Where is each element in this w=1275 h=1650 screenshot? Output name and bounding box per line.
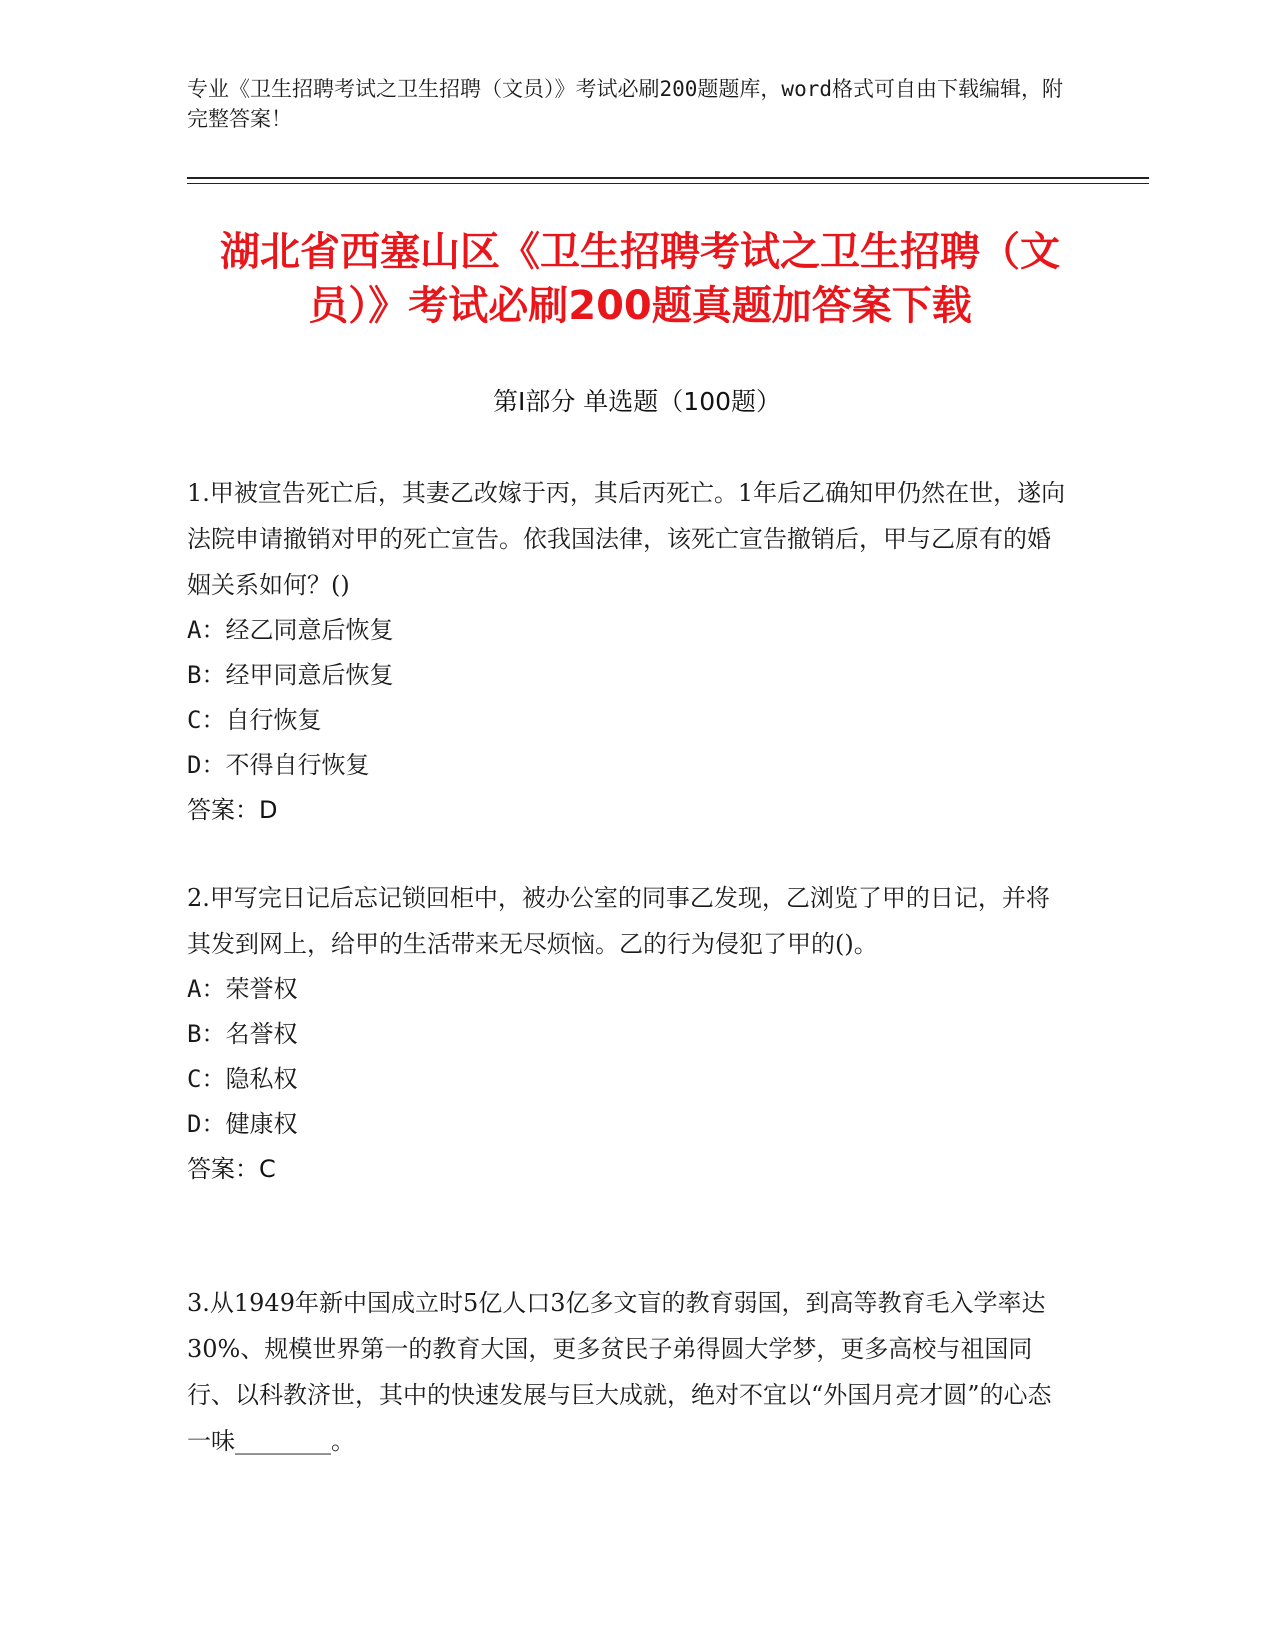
question-2 (187, 875, 1067, 1192)
header-divider-thin (187, 183, 1149, 184)
option-d: D：不得自行恢复 (187, 751, 370, 779)
option-a: A：经乙同意后恢复 (187, 616, 394, 644)
question-3 (187, 1280, 1067, 1464)
header-note: 专业《卫生招聘考试之卫生招聘（文员）》考试必刷200题题库，word格式可自由下载编辑，附完整答案！ (187, 77, 1063, 131)
section-title: 第Ⅰ部分 单选题（100题） (492, 387, 782, 416)
question-stem: 1.甲被宣告死亡后，其妻乙改嫁于丙，其后丙死亡。1年后乙确知甲仍然在世，遂向法院申请撤销对甲的死亡宣告。依我国法律，该死亡宣告撤销后，甲与乙原有的婚姻关系如何？() (187, 479, 1066, 599)
option-d: D：健康权 (187, 1110, 298, 1138)
option-c: C：隐私权 (187, 1065, 298, 1093)
header-divider-thick (187, 177, 1149, 179)
document-title: 湖北省西塞山区《卫生招聘考试之卫生招聘（文员）》考试必刷200题真题加答案下载 (220, 229, 1060, 329)
option-c: C：自行恢复 (187, 706, 322, 734)
option-b: B：经甲同意后恢复 (187, 661, 394, 689)
question-stem: 2.甲写完日记后忘记锁回柜中，被办公室的同事乙发现，乙浏览了甲的日记，并将其发到网上，给甲的生活带来无尽烦恼。乙的行为侵犯了甲的()。 (187, 884, 1050, 958)
question-1 (187, 470, 1067, 833)
option-a: A：荣誉权 (187, 975, 298, 1003)
answer: 答案：D (187, 796, 278, 824)
option-b: B：名誉权 (187, 1020, 298, 1048)
question-stem: 3.从1949年新中国成立时5亿人口3亿多文盲的教育弱国，到高等教育毛入学率达30%、规模世界第一的教育大国，更多贫民子弟得圆大学梦，更多高校与祖国同行、以科教济世，其中的快速发展与巨大成就，绝对不宜以“外国月亮才圆”的心态一味________。 (187, 1289, 1052, 1455)
answer: 答案：C (187, 1155, 276, 1183)
